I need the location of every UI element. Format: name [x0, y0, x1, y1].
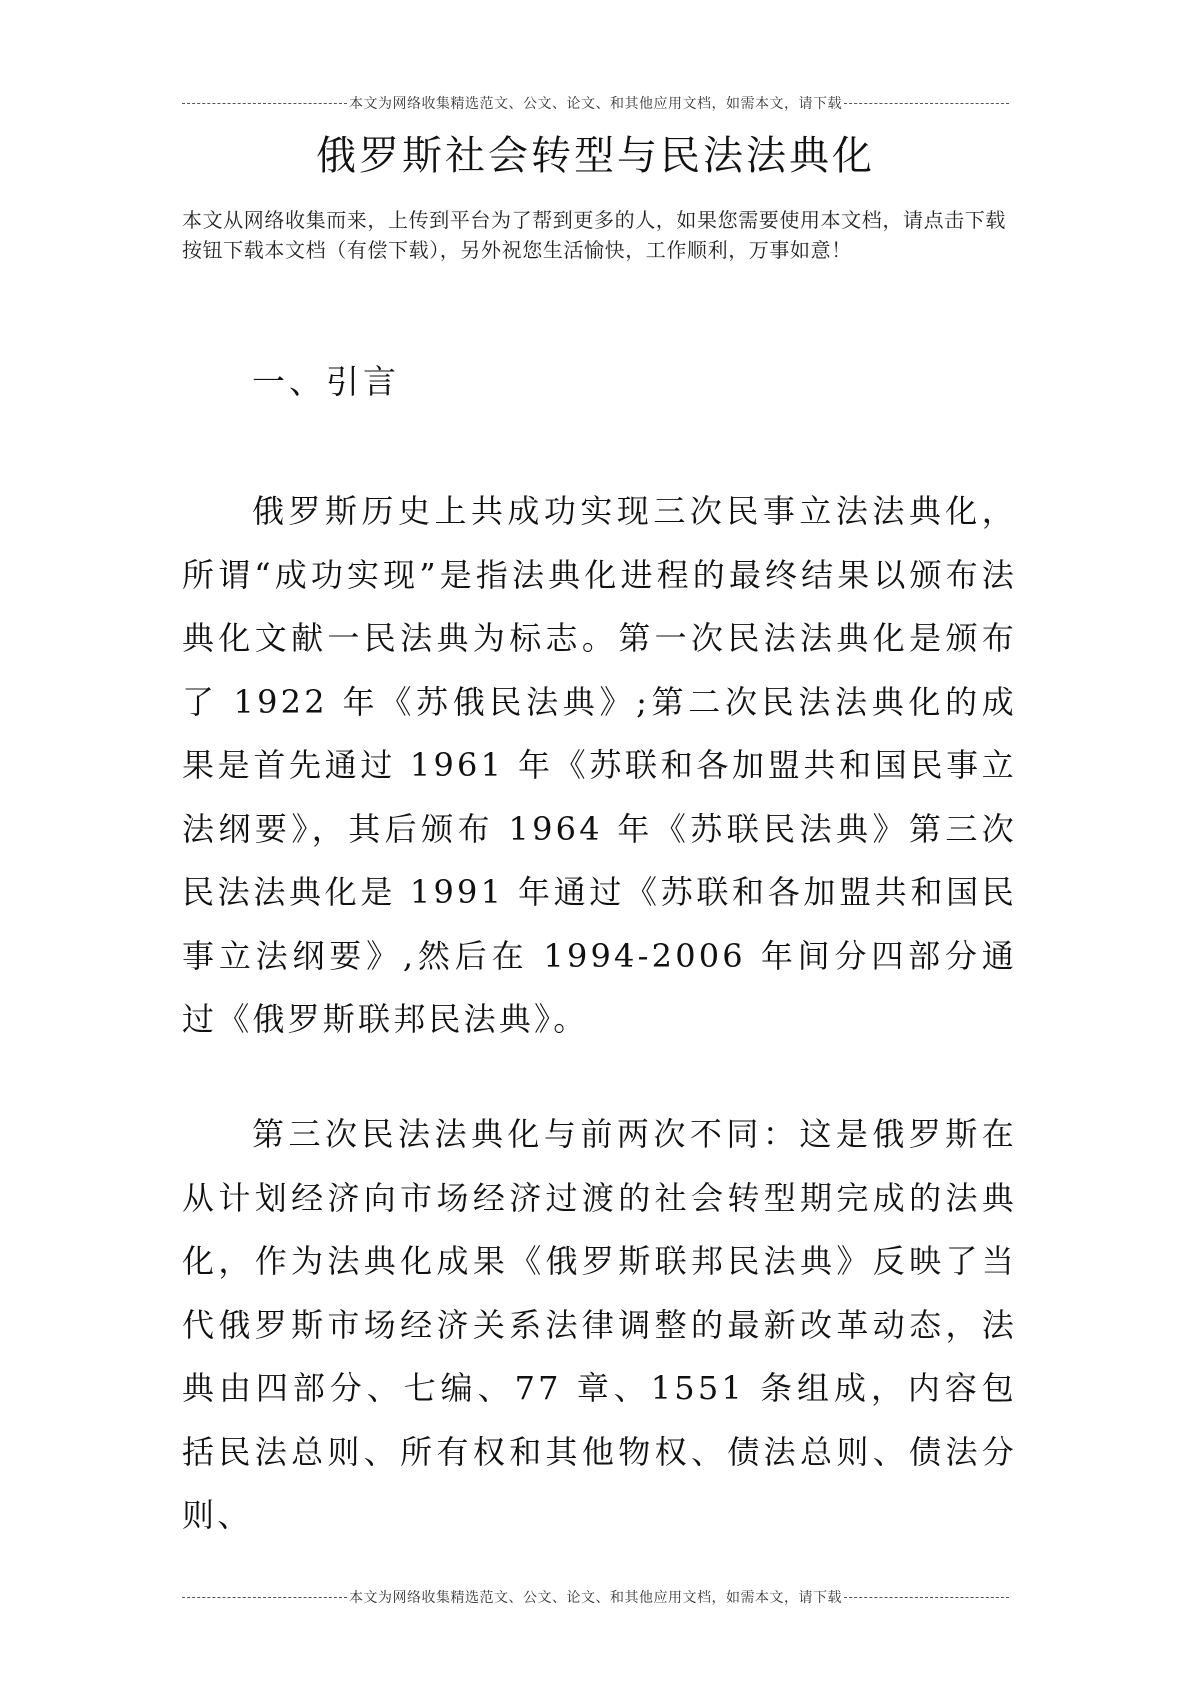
- footer-dash-left: [182, 1597, 347, 1598]
- footer-banner-text: 本文为网络收集精选范文、公文、论文、和其他应用文档，如需本文，请下载: [349, 1590, 842, 1606]
- header-dash-left: [182, 103, 347, 104]
- header-banner-text: 本文为网络收集精选范文、公文、论文、和其他应用文档，如需本文，请下载: [349, 96, 842, 112]
- footer-banner: [182, 1585, 1009, 1609]
- section-heading: 一、引言: [252, 362, 400, 401]
- body-paragraph: 第三次民法法典化与前两次不同：这是俄罗斯在从计划经济向市场经济过渡的社会转型期完成的法典化，作为法典化成果《俄罗斯联邦民法典》反映了当代俄罗斯市场经济关系法律调整的最新改革动态，法典由四部分、七编、77 章、1551 条组成，内容包括民法总则、所有权和其他物权、债法总则、债法分则、: [182, 1115, 1017, 1534]
- header-dash-right: [844, 103, 1009, 104]
- body-paragraph: 俄罗斯历史上共成功实现三次民事立法法典化，所谓“成功实现”是指法典化进程的最终结果以颁布法典化文献一民法典为标志。第一次民法法典化是颁布了 1922 年《苏俄民法典》;第二次民法法典化的成果是首先通过 1961 年《苏联和各加盟共和国民事立法纲要》，其后颁布 1964 年《苏联民法典》第三次民法法典化是 1991 年通过《苏联和各加盟共和国民事立法纲要》,然后在 1994-2006 年间分四部分通过《俄罗斯联邦民法典》。: [182, 492, 1017, 1038]
- download-notice: 本文从网络收集而来，上传到平台为了帮到更多的人，如果您需要使用本文档，请点击下载按钮下载本文档（有偿下载），另外祝您生活愉快，工作顺利，万事如意！: [182, 208, 1006, 262]
- footer-dash-right: [844, 1597, 1009, 1598]
- header-banner: [182, 91, 1009, 115]
- document-title: 俄罗斯社会转型与民法法典化: [316, 133, 875, 179]
